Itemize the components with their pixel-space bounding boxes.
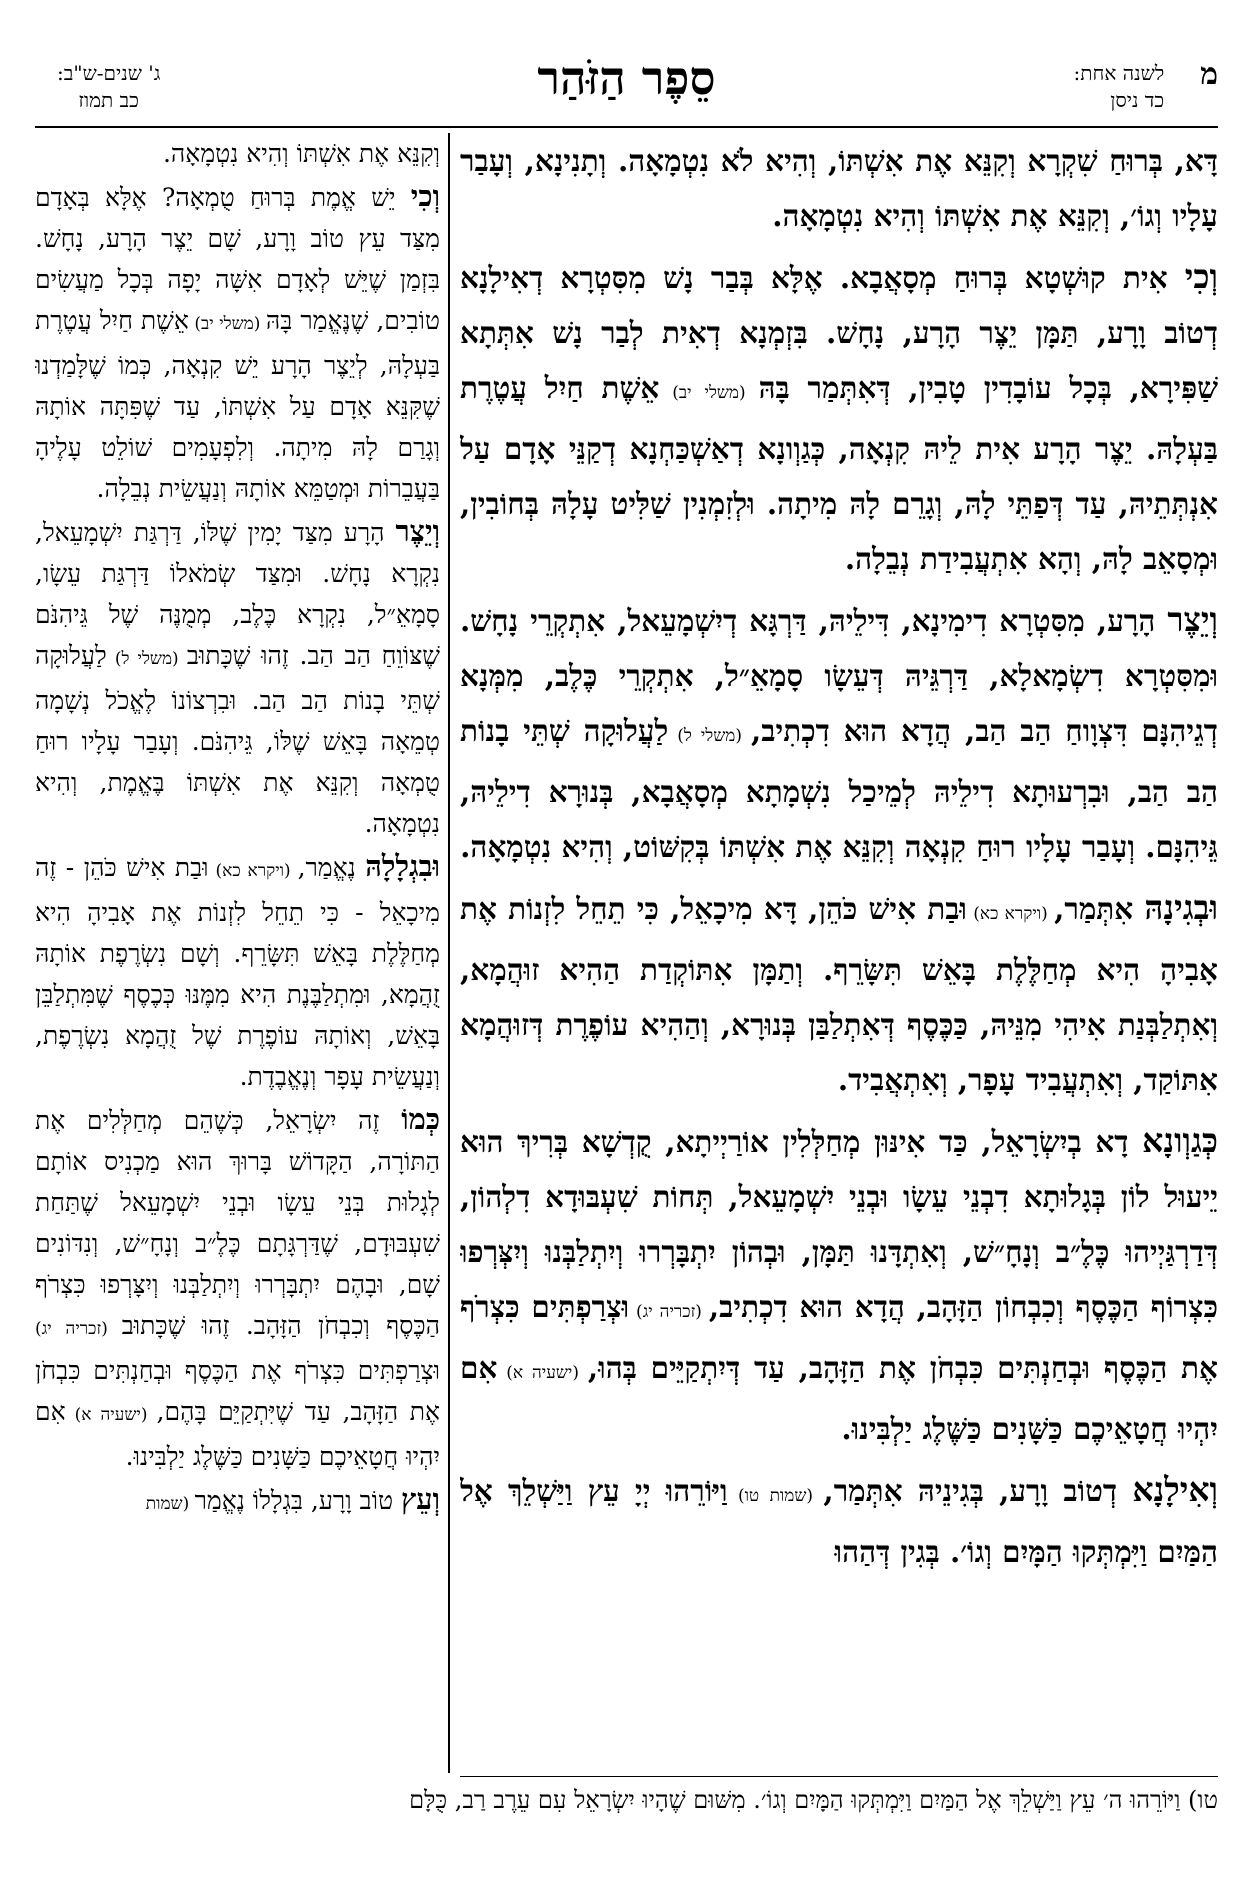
paragraph-text: וַיּוֹרֵהוּ יְיָ עֵץ וַיַּשְׁלֵךְ אֶל הַמַּיִם וַיִּמְתְּקוּ הַמָּיִם וְגוֹ׳. בְּגִין דְּהַהוּ <box>460 1473 1218 1569</box>
verse-reference: (שמות טו) <box>727 1486 824 1506</box>
verse-reference: (ויקרא כא) <box>966 904 1055 924</box>
page-number: מ <box>1200 57 1218 92</box>
paragraph-text: דָא בְיִשְׂרָאֵל, כַּד אִינּוּן מְחַלְּלִין אוֹרַיְיתָא, קֻדְשָׁא בְּרִיךְ הוּא יֵיעוּל לוֹן בְּגָלוּתָא דִבְנֵי עֵשָׂו וּבְנֵי יִשְׁמָעֵאל, תְּחוֹת שִׁעְבּוּדָא דִלְהוֹן, דְּדַרְגַּיְיהוּ כֶּלֶ״ב וְנָחָ״שׁ, וְאִתְדָּנוּ תַּמָּן, וּבְהוֹן יִתְבָּרְרוּ וְיִתְלַבְּנוּ וְיִצְּרְפוּ כִּצְרוֹף הַכֶּסֶף וְכִבְחוֹן הַזָּהָב, הֲדָא הוּא דִכְתִיב, <box>460 1124 1218 1324</box>
paragraph-text: וּצְרַפְתִּים כִּצְרֹף אֶת הַכֶּסֶף וּבְחַנְתִּים כִּבְחֹן אֶת הַזָּהָב, עַד שֶׁיִּתְקַיֵּם בָּהֶם, <box>35 1356 440 1426</box>
header-left <box>57 60 160 114</box>
paragraph-lead-word: וְיֵצֶר <box>395 514 440 548</box>
paragraph-text: אִתְּמַר, <box>1054 891 1145 926</box>
paragraph-text: זֶה יִשְׂרָאֵל, כְּשֶׁהֵם מְחַלְּלִים אֶת הַתּוֹרָה, הַקָּדוֹשׁ בָּרוּךְ הוּא מַכְנִיס אוֹתָם לְגָלוּת בְּנֵי עֵשָׂו וּבְנֵי יִשְׁמָעֵאל שֶׁתַּחַת שִׁעְבּוּדָם, שֶׁדַּרְגָּתָם כֶּלֶ״ב וְנָחָ״שׁ, וְנִדּוֹנִים שָׁם, וּבָהֶם יִתְבָּרְרוּ וְיִתְלַבְּנוּ וְיִצָּרְפוּ כִּצְרֹף הַכֶּסֶף וְכִבְחֹן הַזָּהָב. זֶהוּ שֶׁכָּתוּב <box>35 1106 440 1340</box>
header-divider <box>35 126 1218 128</box>
main-paragraph <box>460 880 1218 1107</box>
paragraph-text: וּבַת אִישׁ כֹּהֵן - זֶה מִיכָאֵל - כִּי תֵחֵל לִזְנוֹת אֶת אָבִיהָ הִיא מְחַלֶּלֶת בָּאֵשׁ תִּשָּׂרֵף. וְשָׁם נִשְׂרֶפֶת אוֹתָהּ זֻהֲמָא, וּמִתְלַבֶּנֶת הִיא מִמֶּנּוּ כְּכֶסֶף שֶׁמִּתְלַבֵּן בָּאֵשׁ, וְאוֹתָהּ עוֹפֶרֶת שֶׁל זֻהֲמָא נִשְׂרֶפֶת, וְנַעֲשֵׂית עָפָר וְנֶאֱבֶדֶת. <box>35 853 440 1091</box>
paragraph-text: דְטוֹב וָרָע, בְּגִינֵיהּ אִתְּמַר, <box>823 1473 1133 1508</box>
paragraph-text: הָרָע, מִסִּטְרָא דִימִינָא, דִּילֵיהּ, דַּרְגָּא דְיִשְׁמָעֵאל, אִתְקְרֵי נָחָשׁ. וּמִסִּטְרָא דִשְׂמָאלָא, דַּרְגֵּיהּ דְּעֵשָׂו סָמָאֵ״ל, אִתְקְרֵי כֶּלֶב, מִמְּנָא דְגֵיהִנָּם דִּצְוָוחַ הַב הַב, הֲדָא הוּא דִכְתִיב, <box>460 603 1218 748</box>
schedule-one-year-date: כד ניסן <box>1110 88 1165 112</box>
paragraph-text: יֵשׁ אֱמֶת בְּרוּחַ טֻמְאָה? אֶלָּא בְּאָדָם מִצַּד עֵץ טוֹב וָרָע, שָׁם יֵצֶר הָרָע, נָחָשׁ. בִּזְמַן שֶׁיֵּשׁ לְאָדָם אִשָּׁה יָפָה בְּכָל מַעֲשִׂים טוֹבִים, שֶׁנֶּאֱמַר בָּהּ <box>35 183 440 335</box>
paragraph-text: וּבַת אִישׁ כֹּהֵן, דָּא מִיכָאֵל, כִּי תֵחֵל לִזְנוֹת אֶת אָבִיהָ הִיא מְחַלֶּלֶת בָּאֵשׁ תִּשָּׂרֵף. וְתַמָּן אִתּוֹקְדַת הַהִיא זוּהֲמָא, וְאִתְלַבְּנַת אִיהִי מִנֵּיהּ, כַּכֶּסֶף דְּאִתְלַבַּן בְּנוּרָא, וְהַהִיא עוֹפֶרֶת דְּזוּהֲמָא אִתּוֹקַד, וְאִתְעֲבִיד עָפָר, וְאִתְאֲבִיד. <box>460 891 1218 1097</box>
schedule-one-year-label: לשנה אחת: <box>1073 61 1165 85</box>
verse-reference: (זכריה יג) <box>629 1302 709 1322</box>
main-paragraph <box>460 1462 1218 1579</box>
paragraph-text: אֵשֶׁת חַיִל עֲטֶרֶת בַּעְלָהּ, לְיֵצֶר הָרָע יֵשׁ קִנְאָה, כְּמוֹ שֶׁלָּמַדְנוּ שֶׁקִּנֵּא אָדָם עַל אִשְׁתּוֹ, עַד שֶׁפִּתָּה אוֹתָהּ וְגָרַם לָהּ מִיתָה. וְלִפְעָמִים שׁוֹלֵט עָלֶיהָ בַּעֲבֵרוֹת וּמְטַמֵּא אוֹתָהּ וְנַעֲשֵׂית נְבֵלָה. <box>35 306 440 503</box>
paragraph-lead-word: וּבִגְלָלָהּ <box>365 849 440 883</box>
paragraph-lead-word: כְּמוֹ <box>401 1102 440 1136</box>
paragraph-lead-word: וְיֵצֶר <box>1167 600 1218 639</box>
verse-reference: (ישעיה א) <box>65 1405 157 1425</box>
schedule-three-years <box>57 60 160 114</box>
side-paragraph <box>35 1479 440 1525</box>
schedule-three-years-label: ג' שנים-ש"ב: <box>57 61 161 85</box>
side-paragraph <box>35 846 440 1097</box>
paragraph-lead-word: וּבְגִינָהּ <box>1144 888 1218 927</box>
hebrew-translation-column <box>35 133 440 1813</box>
paragraph-text: אִם יִהְיוּ חֲטָאֵיכֶם כַּשָּׁנִים כַּשֶּׁלֶג יַלְבִּינוּ. <box>460 1350 1218 1446</box>
main-paragraph <box>460 1113 1218 1456</box>
paragraph-text: אִם יִהְיוּ חֲטָאֵיכֶם כַּשָּׁנִים כַּשֶּׁלֶג יַלְבִּינוּ. <box>35 1397 440 1471</box>
verse-reference: (משלי יב) <box>188 314 266 334</box>
main-paragraph <box>460 133 1218 243</box>
aramaic-main-column <box>460 133 1218 1771</box>
verse-reference: (ויקרא כא) <box>208 861 298 881</box>
paragraph-lead-word: כְּגַוְונָא <box>1142 1121 1218 1160</box>
paragraph-lead-word: וְעֵץ <box>401 1482 440 1516</box>
paragraph-text: וּצְרַפְתִּים כִּצְרֹף אֶת הַכֶּסֶף וּבְחַנְתִּים כִּבְחֹן אֶת הַזָּהָב, עַד דְּיִתְקַיֵּים בְּהוּ, <box>460 1289 1218 1385</box>
side-paragraph <box>35 511 440 844</box>
main-paragraph <box>460 249 1218 586</box>
book-title: סֵפֶר הַזֹּהַר <box>537 51 716 105</box>
paragraph-text: טוֹב וָרָע, בִּגְלָלוֹ נֶאֱמַר <box>194 1486 402 1515</box>
verse-reference: (שמות <box>145 1494 195 1514</box>
footnote-divider <box>460 1776 1218 1777</box>
paragraph-text: אֵשֶׁת חַיִל עֲטֶרֶת בַּעְלָהּ. יֵצֶר הָרָע אִית לֵיהּ קִנְאָה, כְּגַוְונָא דְאַשְׁכַּחְנָא דְקַנֵּי אָדָם עַל אִנְתְּתֵיהּ, עַד דְּפַתֵּי לָהּ, וְגָרֵם לָהּ מִיתָה. וּלְזִמְנִין שַׁלִּיט עָלָהּ בְּחוֹבִין, וּמְסָאֵב לָהּ, וְהָא אִתְעֲבִידַת נְבֵלָה. <box>460 370 1218 576</box>
schedule-three-years-date: כב תמוז <box>78 88 139 112</box>
verse-reference: (זכריה יג) <box>35 1319 122 1339</box>
paragraph-lead-word: וְאִילָנָא <box>1132 1470 1218 1509</box>
side-paragraph <box>35 1099 440 1477</box>
verse-reference: (משלי ל) <box>668 726 751 746</box>
column-divider <box>448 133 450 1773</box>
paragraph-text: לַעֲלוּקָה שְׁתֵּי בָנוֹת הַב הַב. וּבִרְצוֹנוֹ לֶאֱכֹל נְשָׁמָה טְמֵאָה בָּאֵשׁ שֶׁלּוֹ, גֵּיהִנֹּם. וְעָבַר עָלָיו רוּחַ טֻמְאָה וְקִנֵּא אֶת אִשְׁתּוֹ בֶּאֱמֶת, וְהִיא נִטְמָאָה. <box>35 641 440 838</box>
page-header <box>35 38 1218 128</box>
side-paragraph <box>35 176 440 509</box>
verse-reference: (ישעיה א) <box>497 1363 588 1383</box>
footnote-continuation: טו) וַיּוֹרֵהוּ ה׳ עֵץ וַיַּשְׁלֵךְ אֶל הַמַּיִם וַיִּמְתְּקוּ הַמָּיִם וְגוֹ׳. מִשּׁוּם שֶׁהָיוּ יִשְׂרָאֵל עִם עֵרֶב רַב, כֻּלָּם <box>409 1786 1218 1814</box>
paragraph-text: נֶאֱמַר, <box>297 853 366 882</box>
paragraph-text: דָּא, בְּרוּחַ שִׁקְרָא וְקִנֵּא אֶת אִשְׁתּוֹ, וְהִיא לֹא נִטְמָאָה. וְתָנִינָא, וְעָבַר עָלָיו וְגוֹ׳, וְקִנֵּא אֶת אִשְׁתּוֹ וְהִיא נִטְמָאָה. <box>460 143 1218 233</box>
zohar-page <box>35 38 1218 1858</box>
paragraph-lead-word: וְכִי <box>1184 257 1218 296</box>
verse-reference: (משלי ל) <box>106 649 187 669</box>
paragraph-text: לַעֲלוּקָה שְׁתֵּי בָנוֹת הַב הַב, וּבִרְעוּתָא דִילֵיהּ לְמֵיכַל נִשְׁמָתָא מְסָאֲבָא, בְּנוּרָא דִילֵיהּ, גֵּיהִנָּם. וְעָבַר עָלָיו רוּחַ קִנְאָה וְקִנֵּא אֶת אִשְׁתּוֹ בְּקִשּׁוֹט, וְהִיא נִטְמָאָה. <box>460 713 1218 864</box>
side-paragraph <box>35 133 440 174</box>
verse-reference: (משלי יב) <box>659 383 759 403</box>
paragraph-text: אִית קוּשְׁטָא בְּרוּחַ מְסָאֲבָא. אֶלָּא בְּבַר נָשׁ מִסִּטְרָא דְאִילָנָא דְטוֹב וָרָע, תַּמָּן יֵצֶר הָרָע, נָחָשׁ. בִּזְמְנָא דְאִית לְבַר נָשׁ אִתְּתָא שַׁפִּירָא, בְּכָל עוֹבָדִין טָבִין, דְּאִתְּמַר בָּהּ <box>460 260 1218 405</box>
paragraph-lead-word: וְכִי <box>410 179 440 213</box>
paragraph-text: וְקִנֵּא אֶת אִשְׁתּוֹ וְהִיא נִטְמָאָה. <box>162 139 440 168</box>
paragraph-text: הָרָע מִצַּד יָמִין שֶׁלּוֹ, דַּרְגַּת יִשְׁמָעֵאל, נִקְרָא נָחָשׁ. וּמִצַּד שְׂמֹאלוֹ דַּרְגַּת עֵשָׂו, סָמָאֵ״ל, נִקְרָא כֶּלֶב, מְמֻנֶּה שֶׁל גֵּיהִנֹּם שֶׁצּוֹוֵחַ הַב הַב. זֶהוּ שֶׁכָּתוּב <box>35 518 440 670</box>
main-paragraph <box>460 592 1218 874</box>
